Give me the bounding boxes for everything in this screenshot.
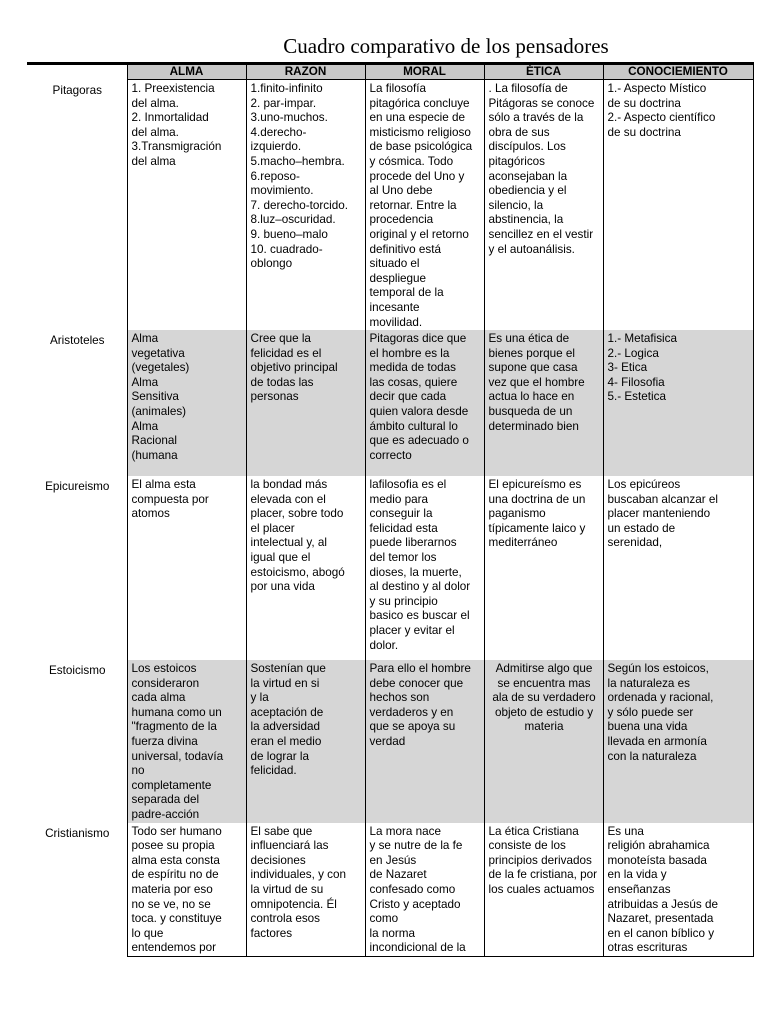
cell-etica: Admitirse algo que se encuentra mas ala de su verdadero objeto de estudio y materia [484, 660, 603, 823]
comparison-table [27, 62, 754, 957]
cell-etica: La ética Cristiana consiste de los principios derivados de la fe cristiana, por los cuales actuamos [484, 823, 603, 957]
cell-moral: La mora nace y se nutre de la fe en Jesús de Nazaret confesado como Cristo y aceptado como la norma incondicional de la [365, 823, 484, 957]
table-row [27, 476, 753, 660]
cell-razon: El sabe que influenciará las decisiones individuales, y con la virtud de su omnipotencia. Él controla esos factores [246, 823, 365, 957]
cell-razon: Cree que la felicidad es el objetivo principal de todas las personas [246, 330, 365, 476]
cell-moral: La filosofía pitagórica concluye en una especie de misticismo religioso de base psicológica y cósmica. Todo procede del Uno y al Uno debe retornar. Entre la procedencia original y el retorno definitivo está situado el despliegue temporal de la incesante movilidad. [365, 80, 484, 331]
cell-alma: Todo ser humano posee su propia alma esta consta de espíritu no de materia por eso no se ve, no se toca. y constituye lo que entendemos por [127, 823, 246, 957]
table-row [27, 660, 753, 823]
corner-cell [27, 64, 127, 80]
cell-razon: 1.finito-infinito 2. par-impar. 3.uno-muchos. 4.derecho- izquierdo. 5.macho–hembra. 6.reposo- movimiento. 7. derecho-torcido. 8.luz–oscuridad. 9. bueno–malo 10. cuadrado- oblongo [246, 80, 365, 331]
column-header-etica: ÉTICA [484, 64, 603, 80]
cell-conocimiento: 1.- Aspecto Místico de su doctrina 2.- Aspecto científico de su doctrina [603, 80, 753, 331]
table-row [27, 80, 753, 331]
row-label: Estoicismo [27, 660, 127, 823]
row-label: Aristoteles [27, 330, 127, 476]
cell-razon: Sostenían que la virtud en si y la aceptación de la adversidad eran el medio de lograr la felicidad. [246, 660, 365, 823]
column-header-razon: RAZON [246, 64, 365, 80]
cell-etica: El epicureísmo es una doctrina de un paganismo típicamente laico y mediterráneo [484, 476, 603, 660]
cell-moral: Pitagoras dice que el hombre es la medida de todas las cosas, quiere decir que cada quien valora desde ámbito cultural lo que es adecuado o correcto [365, 330, 484, 476]
row-label: Pitagoras [27, 80, 127, 331]
table-row [27, 330, 753, 476]
column-header-moral: MORAL [365, 64, 484, 80]
page-title: Cuadro comparativo de los pensadores [283, 34, 609, 58]
cell-alma: 1. Preexistencia del alma. 2. Inmortalidad del alma. 3.Transmigración del alma [127, 80, 246, 331]
column-header-alma: ALMA [127, 64, 246, 80]
cell-etica: Es una ética de bienes porque el supone que casa vez que el hombre actua lo hace en busqueda de un determinado bien [484, 330, 603, 476]
row-label: Epicureismo [27, 476, 127, 660]
cell-moral: Para ello el hombre debe conocer que hechos son verdaderos y en que se apoya su verdad [365, 660, 484, 823]
table-row [27, 823, 753, 957]
header-row [27, 64, 753, 80]
cell-moral: lafilosofia es el medio para conseguir la felicidad esta puede liberarnos del temor los dioses, la muerte, al destino y al dolor y su principio basico es buscar el placer y evitar el dolor. [365, 476, 484, 660]
cell-alma: Alma vegetativa (vegetales) Alma Sensitiva (animales) Alma Racional (humana [127, 330, 246, 476]
cell-razon: la bondad más elevada con el placer, sobre todo el placer intelectual y, al igual que el estoicismo, abogó por una vida [246, 476, 365, 660]
cell-etica: . La filosofía de Pitágoras se conoce sólo a través de la obra de sus discípulos. Los pitagóricos aconsejaban la obediencia y el silencio, la abstinencia, la sencillez en el vestir y el autoanálisis. [484, 80, 603, 331]
cell-alma: El alma esta compuesta por atomos [127, 476, 246, 660]
cell-conocimiento: 1.- Metafisica 2.- Logica 3- Etica 4- Filosofia 5.- Estetica [603, 330, 753, 476]
cell-conocimiento: Es una religión abrahamica monoteísta basada en la vida y enseñanzas atribuidas a Jesús de Nazaret, presentada en el canon bíblico y otras escrituras [603, 823, 753, 957]
cell-conocimiento: Según los estoicos, la naturaleza es ordenada y racional, y sólo puede ser buena una vida llevada en armonía con la naturaleza [603, 660, 753, 823]
cell-conocimiento: Los epicúreos buscaban alcanzar el placer manteniendo un estado de serenidad, [603, 476, 753, 660]
row-label: Cristianismo [27, 823, 127, 957]
column-header-conocimiento: CONOCIEMIENTO [603, 64, 753, 80]
cell-alma: Los estoicos consideraron cada alma humana como un "fragmento de la fuerza divina universal, todavía no completamente separada del padre-acción [127, 660, 246, 823]
